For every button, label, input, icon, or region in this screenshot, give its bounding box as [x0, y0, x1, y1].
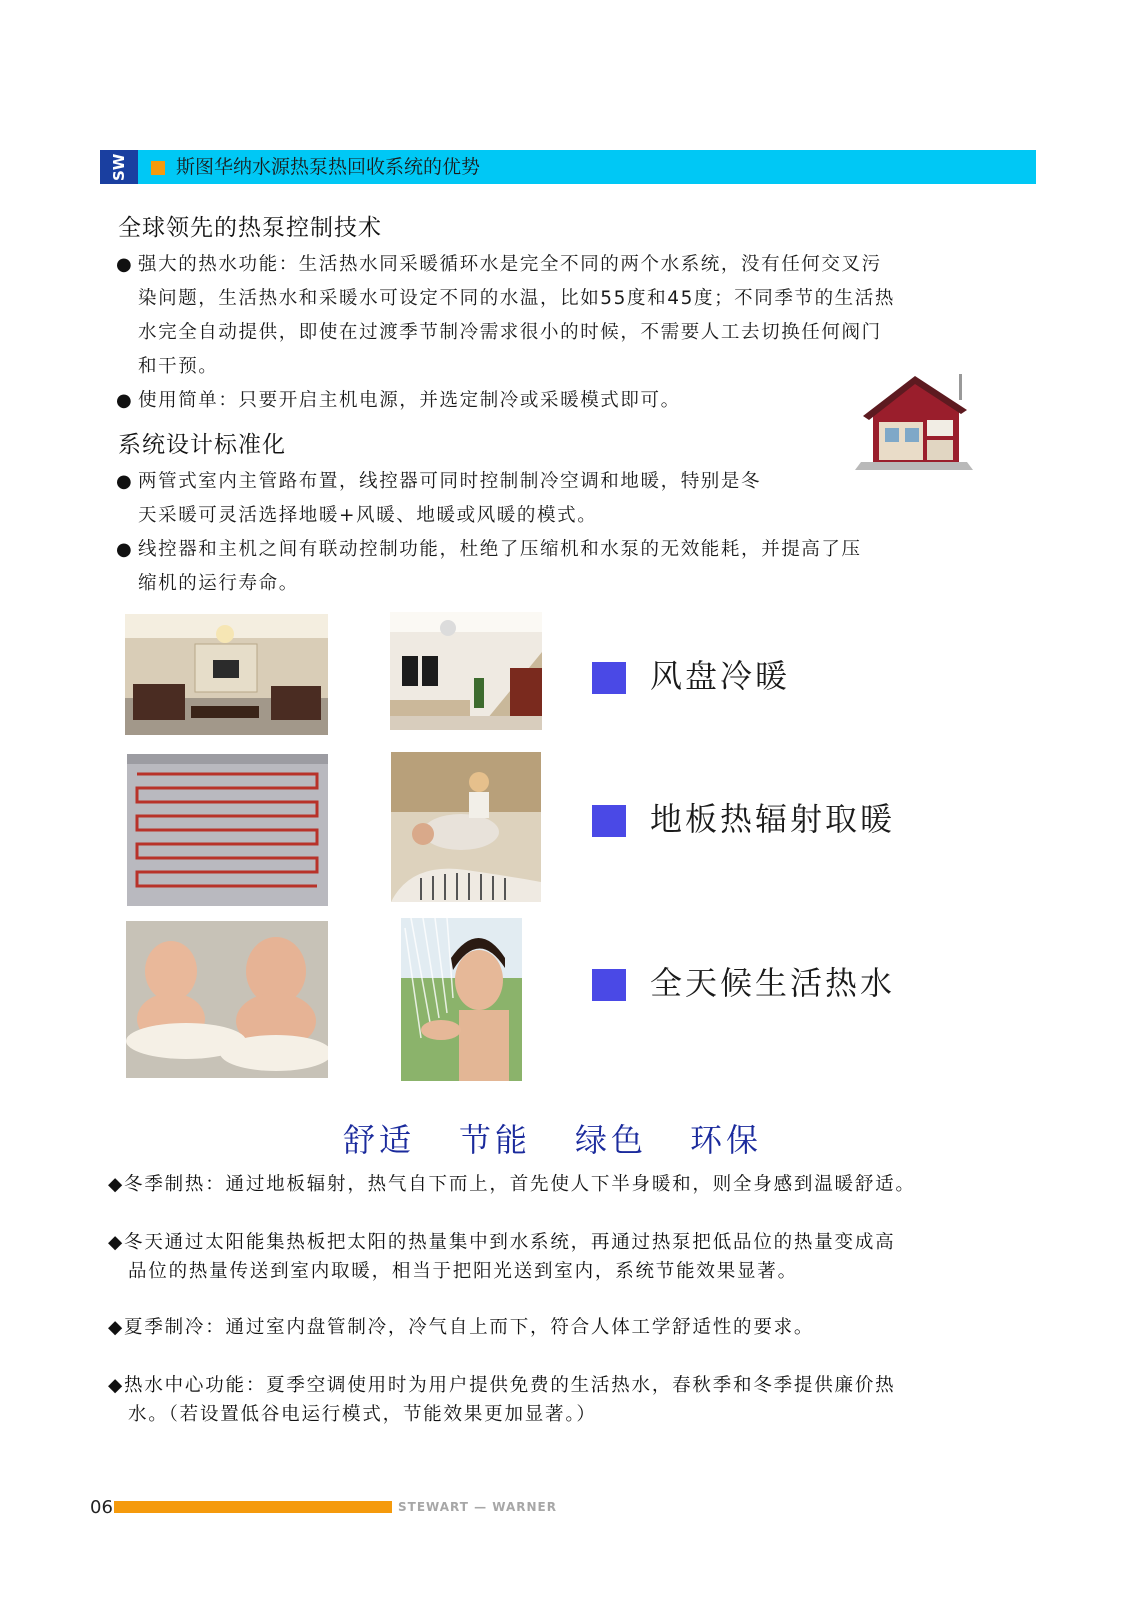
- paragraph-hot-water-line-1: 强大的热水功能：生活热水同采暖循环水是完全不同的两个水系统，没有任何交叉污: [138, 254, 882, 275]
- paragraph-easy-use: 使用简单：只要开启主机电源，并选定制冷或采暖模式即可。: [138, 390, 681, 411]
- footer-brand: STEWART — WARNER: [398, 1500, 557, 1514]
- paragraph-hot-water-line-4: 和干预。: [138, 356, 219, 377]
- diamond-bullet: ◆: [108, 1317, 125, 1338]
- feature-square-hot-water: [592, 969, 626, 1001]
- section-title: 斯图华纳水源热泵热回收系统的优势: [176, 156, 481, 178]
- paragraph-hot-water-line-2: 染问题，生活热水和采暖水可设定不同的水温，比如55度和45度；不同季节的生活热: [138, 288, 895, 309]
- benefit-text: 冬天通过太阳能集热板把太阳的热量集中到水系统，再通过热泵把低品位的热量变成高: [124, 1232, 896, 1253]
- feature-square-fan-coil: [592, 662, 626, 694]
- bullet-dot: ●: [116, 254, 132, 275]
- slogan-comfort: 舒适: [343, 1121, 416, 1159]
- benefit-solar-line-2: 品位的热量传送到室内取暖，相当于把阳光送到室内，系统节能效果显著。: [128, 1261, 798, 1282]
- benefit-solar-line-1: [108, 1228, 895, 1258]
- footer-accent-bar: [114, 1501, 392, 1513]
- feature-floor-heating: 地板热辐射取暖: [650, 800, 896, 838]
- paragraph-linkage-line-1: 线控器和主机之间有联动控制功能，杜绝了压缩机和水泵的无效能耗，并提高了压: [138, 539, 862, 560]
- feature-square-floor-heating: [592, 805, 626, 837]
- family-on-floor-photo: [391, 752, 541, 902]
- slogan-energy-saving: 节能: [459, 1121, 532, 1159]
- page-number: 06: [90, 1497, 113, 1518]
- heading-system-design: 系统设计标准化: [118, 432, 286, 458]
- benefit-hot-water-center-line-1: [108, 1371, 895, 1401]
- benefit-text: 夏季制冷：通过室内盘管制冷，冷气自上而下，符合人体工学舒适性的要求。: [124, 1317, 815, 1338]
- babies-bath-photo: [126, 921, 328, 1078]
- woman-water-photo: [401, 918, 522, 1081]
- benefit-text: 热水中心功能：夏季空调使用时为用户提供免费的生活热水，春秋季和冬季提供廉价热: [124, 1375, 896, 1396]
- header-bullet-square: [151, 161, 165, 175]
- bullet-dot: ●: [116, 390, 132, 411]
- paragraph-two-pipe-line-2: 天采暖可灵活选择地暖+风暖、地暖或风暖的模式。: [138, 505, 598, 526]
- house-cutaway-illustration: [855, 372, 973, 472]
- feature-hot-water: 全天候生活热水: [650, 964, 896, 1002]
- floor-heating-pipes-photo: [127, 754, 328, 906]
- living-room-photo: [125, 614, 328, 735]
- benefit-text: 冬季制热：通过地板辐射，热气自下而上，首先使人下半身暖和，则全身感到温暖舒适。: [124, 1174, 916, 1195]
- benefit-winter-heating: [108, 1170, 916, 1200]
- benefit-summer-cooling: [108, 1313, 814, 1343]
- slogan-eco: 环保: [690, 1121, 763, 1159]
- benefit-hot-water-center-line-2: 水。（若设置低谷电运行模式，节能效果更加显著。）: [128, 1404, 597, 1425]
- bullet-dot: ●: [116, 471, 132, 492]
- diamond-bullet: ◆: [108, 1174, 125, 1195]
- paragraph-two-pipe-line-1: 两管式室内主管路布置，线控器可同时控制制冷空调和地暖，特别是冬: [138, 471, 762, 492]
- brand-logo: SW: [100, 150, 138, 184]
- diamond-bullet: ◆: [108, 1232, 125, 1253]
- paragraph-linkage-line-2: 缩机的运行寿命。: [138, 573, 299, 594]
- heading-heat-pump-control: 全球领先的热泵控制技术: [118, 215, 382, 241]
- stairway-living-photo: [390, 612, 542, 730]
- paragraph-hot-water-line-3: 水完全自动提供，即使在过渡季节制冷需求很小的时候，不需要人工去切换任何阀门: [138, 322, 882, 343]
- diamond-bullet: ◆: [108, 1375, 125, 1396]
- bullet-dot: ●: [116, 539, 132, 560]
- feature-fan-coil: 风盘冷暖: [650, 657, 791, 695]
- slogan-green: 绿色: [575, 1121, 648, 1159]
